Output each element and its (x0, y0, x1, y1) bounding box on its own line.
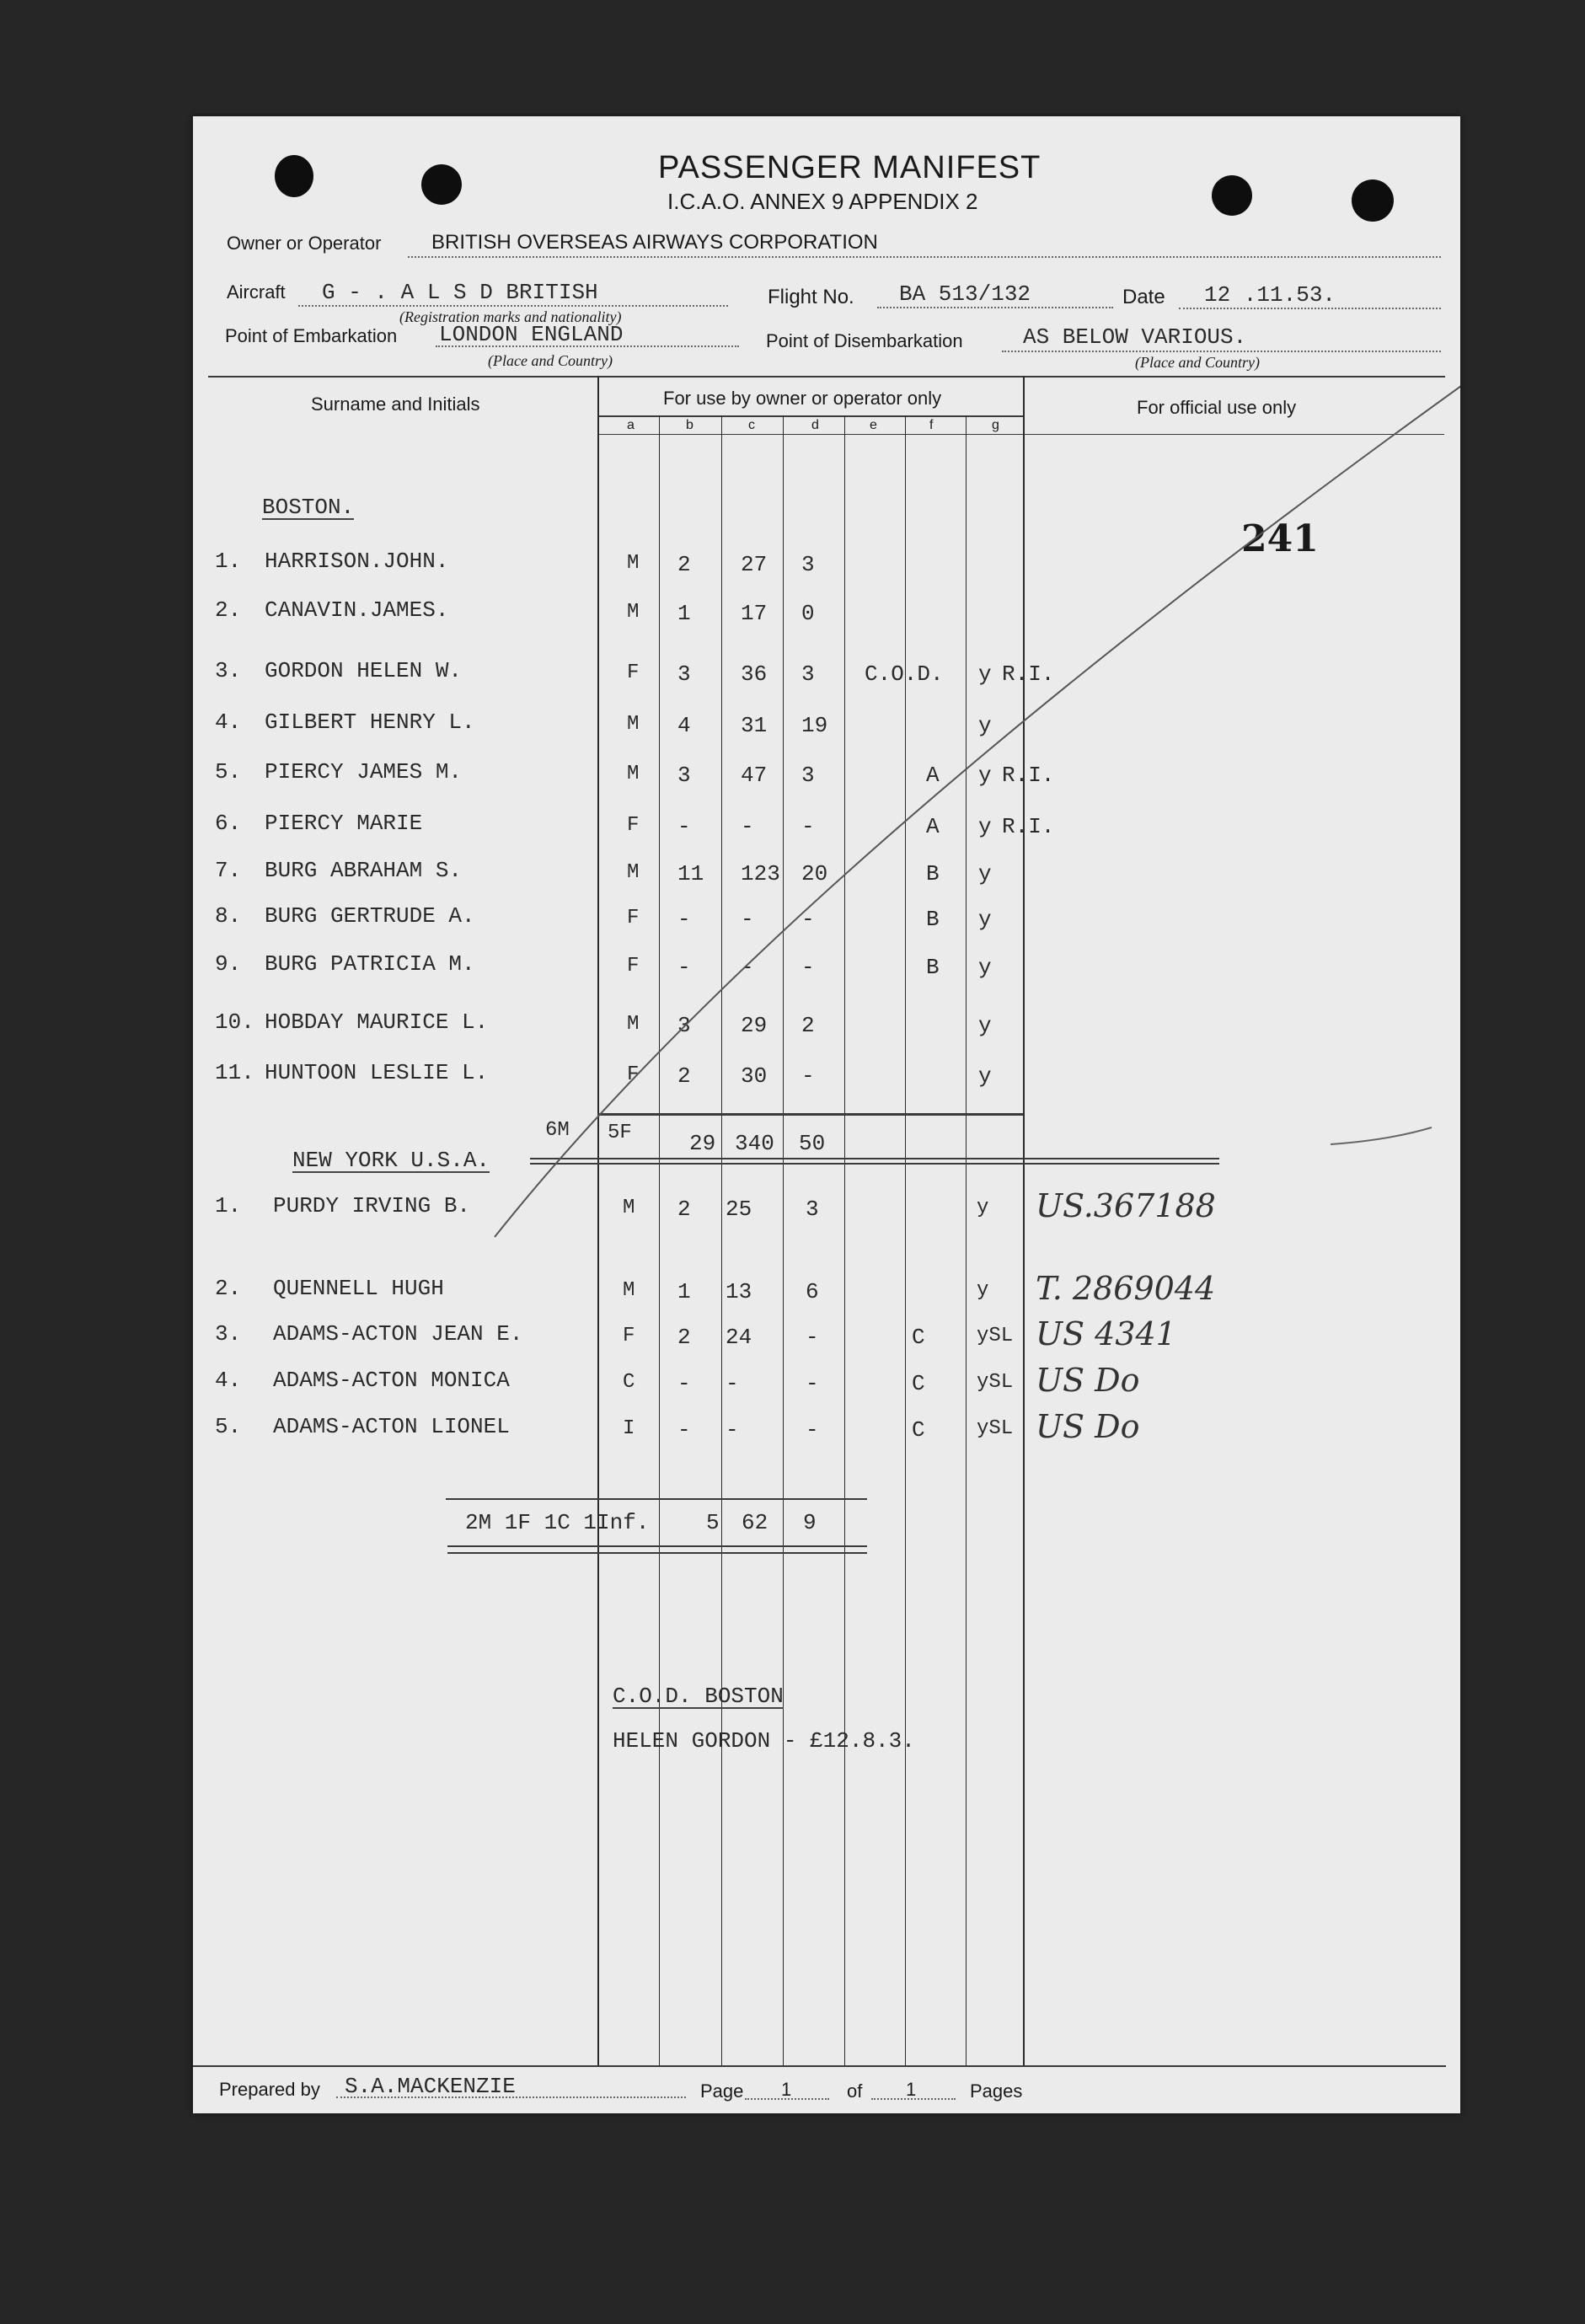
row-number: 4. (215, 1368, 242, 1393)
col-header-surname: Surname and Initials (311, 394, 480, 415)
cell-g: y (977, 1197, 989, 1219)
cell-c: - (726, 1371, 739, 1396)
cell-b: 1 (677, 1279, 691, 1304)
row-number: 11. (215, 1060, 254, 1085)
punch-hole-icon (1212, 175, 1252, 216)
official-use-handwritten: US.367188 (1036, 1187, 1216, 1224)
cell-f: A (926, 814, 940, 839)
page-label: Page (700, 2080, 744, 2102)
cell-g: ySL (977, 1325, 1014, 1347)
of-label: of (847, 2080, 863, 2102)
passenger-name: BURG ABRAHAM S. (265, 858, 463, 883)
cell-b: 3 (677, 763, 691, 788)
cell-f: C (912, 1417, 925, 1443)
official-use-handwritten: US Do (1036, 1408, 1140, 1445)
boston-total-female: 5F (608, 1122, 632, 1144)
row-number: 2. (215, 1276, 242, 1301)
form-title: PASSENGER MANIFEST (658, 150, 1041, 185)
cell-d: - (801, 814, 815, 839)
new-york-total-line: 2M 1F 1C 1Inf. (465, 1510, 650, 1535)
cell-c: 13 (726, 1279, 752, 1304)
cell-a-sex: M (623, 1279, 635, 1302)
row-number: 5. (215, 759, 242, 784)
passenger-name: PURDY IRVING B. (273, 1193, 471, 1218)
boston-total-b: 29 (689, 1131, 716, 1156)
official-use-entry: R.I. (1002, 814, 1055, 839)
row-number: 9. (215, 951, 242, 977)
aircraft-note: (Registration marks and nationality) (399, 308, 622, 325)
row-number: 10. (215, 1009, 254, 1035)
cell-d: - (801, 955, 815, 980)
cell-g: y (978, 713, 992, 738)
disembark-label: Point of Disembarkation (766, 330, 963, 351)
cell-b: 2 (677, 1325, 691, 1350)
official-use-entry: R.I. (1002, 661, 1055, 687)
page-stamp-number: 241 (1241, 517, 1319, 560)
new-york-total-d: 9 (803, 1510, 817, 1535)
cell-b: 2 (677, 1197, 691, 1222)
cell-a-sex: F (627, 955, 640, 977)
cell-f: A (926, 763, 940, 788)
cell-d: 6 (806, 1279, 819, 1304)
cell-b: 4 (677, 713, 691, 738)
passenger-name: HARRISON.JOHN. (265, 549, 449, 574)
cell-b: - (677, 1371, 691, 1396)
manifest-sheet (193, 116, 1460, 2113)
col-letter-a: a (627, 418, 635, 432)
cell-a-sex: C (623, 1371, 635, 1394)
official-use-handwritten: T. 2869044 (1036, 1270, 1216, 1307)
col-letter-d: d (811, 418, 819, 432)
col-letter-e: e (870, 418, 877, 432)
cell-f: B (926, 907, 940, 932)
cell-g: y (978, 861, 992, 886)
embark-label: Point of Embarkation (225, 325, 398, 346)
col-header-operator-use: For use by owner or operator only (663, 388, 942, 409)
form-subtitle: I.C.A.O. ANNEX 9 APPENDIX 2 (667, 189, 978, 214)
official-use-handwritten: US Do (1036, 1362, 1140, 1399)
pages-label: Pages (970, 2080, 1023, 2102)
owner-label: Owner or Operator (227, 233, 382, 254)
col-letter-c: c (748, 418, 755, 432)
cell-a-sex: M (627, 552, 640, 575)
aircraft-value: G - . A L S D BRITISH (322, 280, 598, 305)
cell-d: 2 (801, 1013, 815, 1038)
cell-a-sex: M (627, 763, 640, 785)
cell-g: ySL (977, 1417, 1014, 1440)
official-use-entry: R.I. (1002, 763, 1055, 788)
cell-c: 25 (726, 1197, 752, 1222)
cell-f: C (912, 1371, 925, 1396)
row-number: 1. (215, 1193, 242, 1218)
col-letter-f: f (929, 418, 934, 432)
embark-note: (Place and Country) (488, 352, 613, 369)
passenger-name: CANAVIN.JAMES. (265, 597, 449, 623)
cell-b: - (677, 907, 691, 932)
passenger-name: HUNTOON LESLIE L. (265, 1060, 489, 1085)
cell-c: 27 (741, 552, 768, 577)
cell-a-sex: M (627, 713, 640, 736)
cell-g: y (978, 763, 992, 788)
boston-total-male: 6M (545, 1119, 570, 1142)
row-number: 3. (215, 658, 242, 683)
row-number: 2. (215, 597, 242, 623)
cell-b: - (677, 1417, 691, 1443)
passenger-name: HOBDAY MAURICE L. (265, 1009, 489, 1035)
new-york-total-b: 5 (706, 1510, 720, 1535)
cell-f: C (912, 1325, 925, 1350)
col-header-official-use: For official use only (1137, 397, 1297, 418)
cell-f: B (926, 861, 940, 886)
row-number: 3. (215, 1321, 242, 1347)
cell-c: - (741, 907, 754, 932)
cell-b: 1 (677, 601, 691, 626)
prepared-by-label: Prepared by (219, 2079, 320, 2100)
cell-g: ySL (977, 1371, 1014, 1394)
cell-g: y (978, 955, 992, 980)
cell-a-sex: M (627, 1013, 640, 1036)
disembark-value: AS BELOW VARIOUS. (1023, 324, 1247, 350)
cell-c: 24 (726, 1325, 752, 1350)
cell-b: 3 (677, 661, 691, 687)
cell-c: - (741, 955, 754, 980)
row-number: 6. (215, 811, 242, 836)
passenger-name: GILBERT HENRY L. (265, 710, 475, 735)
boston-total-d: 50 (799, 1131, 826, 1156)
passenger-name: GORDON HELEN W. (265, 658, 463, 683)
date-value: 12 .11.53. (1204, 282, 1336, 308)
cell-a-sex: F (623, 1325, 635, 1347)
embark-value: LONDON ENGLAND (439, 322, 624, 347)
passenger-name: QUENNELL HUGH (273, 1276, 444, 1301)
passenger-name: ADAMS-ACTON JEAN E. (273, 1321, 523, 1347)
cell-a-sex: F (627, 1063, 640, 1086)
cell-d: - (806, 1325, 819, 1350)
row-number: 5. (215, 1414, 242, 1439)
row-number: 7. (215, 858, 242, 883)
disembark-note: (Place and Country) (1135, 354, 1260, 371)
cell-a-sex: I (623, 1417, 635, 1440)
passenger-name: ADAMS-ACTON LIONEL (273, 1414, 510, 1439)
cell-d: - (806, 1371, 819, 1396)
page-value: 1 (781, 2079, 792, 2100)
of-value: 1 (906, 2079, 917, 2100)
cell-a-sex: M (627, 601, 640, 624)
cell-c: 123 (741, 861, 780, 886)
cell-c: 30 (741, 1063, 768, 1089)
row-number: 8. (215, 903, 242, 929)
col-letter-b: b (686, 418, 693, 432)
cell-a-sex: F (627, 661, 640, 684)
cell-a-sex: M (627, 861, 640, 884)
cell-c: 17 (741, 601, 768, 626)
passenger-name: ADAMS-ACTON MONICA (273, 1368, 510, 1393)
cell-c: 29 (741, 1013, 768, 1038)
flight-value: BA 513/132 (899, 281, 1031, 307)
flight-label: Flight No. (768, 286, 854, 308)
cell-d: 20 (801, 861, 828, 886)
cell-a-sex: F (627, 814, 640, 837)
row-number: 1. (215, 549, 242, 574)
cell-g: y (978, 814, 992, 839)
boston-total-c: 340 (735, 1131, 774, 1156)
cell-c: 47 (741, 763, 768, 788)
cell-d: 19 (801, 713, 828, 738)
owner-value: BRITISH OVERSEAS AIRWAYS CORPORATION (431, 231, 878, 254)
cell-d: - (806, 1417, 819, 1443)
passenger-name: PIERCY JAMES M. (265, 759, 463, 784)
official-use-handwritten: US 4341 (1036, 1315, 1176, 1352)
section-heading-boston: BOSTON. (262, 495, 355, 520)
col-letter-g: g (992, 418, 999, 432)
cell-a-sex: M (623, 1197, 635, 1219)
cell-d: 0 (801, 601, 815, 626)
cell-g: y (978, 1063, 992, 1089)
cell-d: 3 (801, 552, 815, 577)
cell-d: 3 (801, 661, 815, 687)
cell-b: 2 (677, 552, 691, 577)
cell-e: C.O.D. (865, 661, 944, 687)
cell-d: - (801, 1063, 815, 1089)
cell-c: - (726, 1417, 739, 1443)
cell-g: y (978, 907, 992, 932)
cell-g: y (978, 1013, 992, 1038)
cell-c: 31 (741, 713, 768, 738)
cell-g: y (977, 1279, 989, 1302)
cell-b: 3 (677, 1013, 691, 1038)
row-number: 4. (215, 710, 242, 735)
cell-b: 2 (677, 1063, 691, 1089)
new-york-total-c: 62 (742, 1510, 768, 1535)
aircraft-label: Aircraft (227, 281, 286, 303)
passenger-name: PIERCY MARIE (265, 811, 423, 836)
cell-g: y (978, 661, 992, 687)
cell-f: B (926, 955, 940, 980)
punch-hole-icon (275, 155, 313, 197)
cell-b: - (677, 955, 691, 980)
cell-d: 3 (806, 1197, 819, 1222)
cell-b: 11 (677, 861, 704, 886)
prepared-by-value: S.A.MACKENZIE (345, 2074, 516, 2099)
cod-note-line2: HELEN GORDON - £12.8.3. (613, 1728, 915, 1754)
cell-c: - (741, 814, 754, 839)
punch-hole-icon (421, 164, 462, 205)
cod-note-line1: C.O.D. BOSTON (613, 1684, 784, 1709)
cell-b: - (677, 814, 691, 839)
cell-a-sex: F (627, 907, 640, 929)
cell-c: 36 (741, 661, 768, 687)
section-heading-new-york: NEW YORK U.S.A. (292, 1148, 490, 1173)
date-label: Date (1122, 286, 1165, 308)
punch-hole-icon (1352, 179, 1394, 222)
cell-d: - (801, 907, 815, 932)
passenger-name: BURG GERTRUDE A. (265, 903, 475, 929)
cell-d: 3 (801, 763, 815, 788)
passenger-name: BURG PATRICIA M. (265, 951, 475, 977)
